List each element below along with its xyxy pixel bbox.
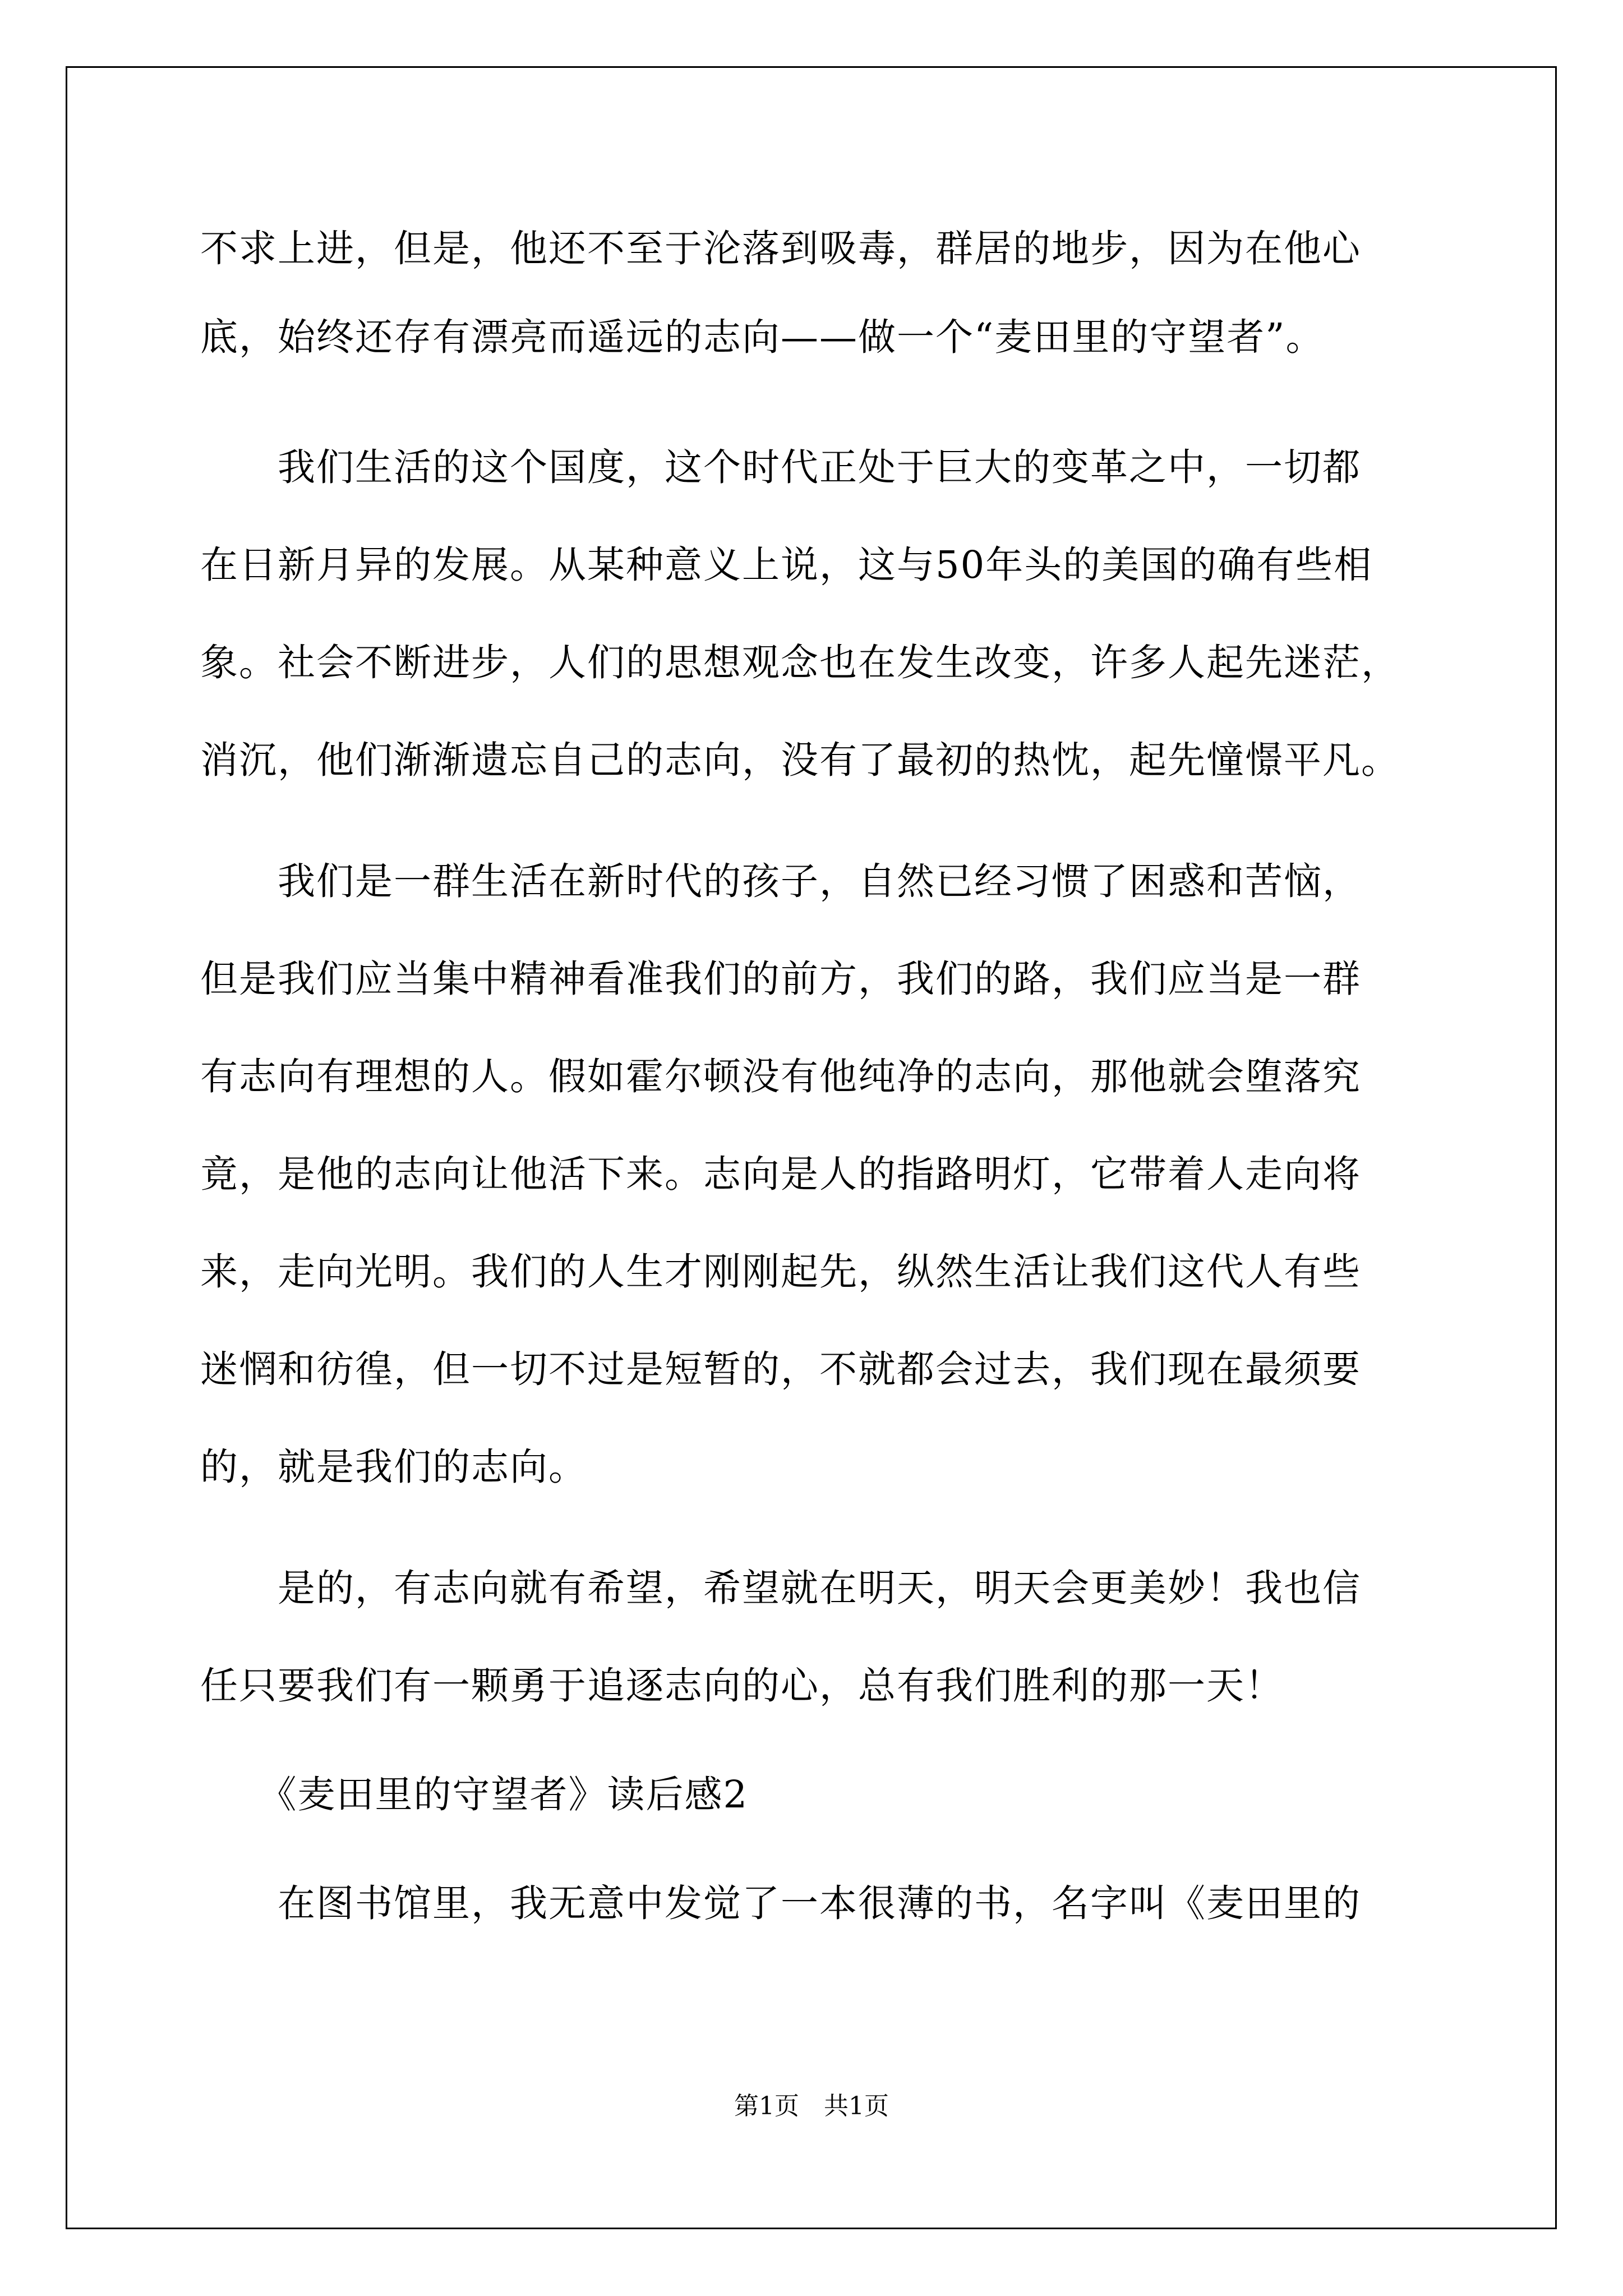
- text-line-14: 是的，有志向就有希望，希望就在明天，明天会更美妙！我也信: [200, 1566, 1361, 1610]
- text-line-1: 不求上进，但是，他还不至于沦落到吸毒，群居的地步，因为在他心: [200, 227, 1361, 270]
- text-line-17: 在图书馆里，我无意中发觉了一本很薄的书，名字叫《麦田里的: [200, 1881, 1361, 1925]
- text-line-11: 来，走向光明。我们的人生才刚刚起先，纵然生活让我们这代人有些: [200, 1250, 1361, 1294]
- text-line-5: 象。社会不断进步，人们的思想观念也在发生改变，许多人起先迷茫，: [200, 641, 1400, 684]
- text-line-15: 任只要我们有一颗勇于追逐志向的心，总有我们胜利的那一天！: [200, 1664, 1284, 1708]
- text-line-7: 我们是一群生活在新时代的孩子，自然已经习惯了困惑和苦恼，: [200, 859, 1361, 903]
- text-line-3: 我们生活的这个国度，这个时代正处于巨大的变革之中，一切都: [200, 445, 1361, 489]
- text-line-2: 底，始终还存有漂亮而遥远的志向——做一个“麦田里的守望者”。: [200, 315, 1325, 359]
- text-line-8: 但是我们应当集中精神看准我们的前方，我们的路，我们应当是一群: [200, 957, 1361, 1001]
- text-line-4: 在日新月异的发展。从某种意义上说，这与50年头的美国的确有些相: [200, 543, 1373, 587]
- text-line-9: 有志向有理想的人。假如霍尔顿没有他纯净的志向，那他就会堕落究: [200, 1055, 1361, 1098]
- text-line-10: 竟，是他的志向让他活下来。志向是人的指路明灯，它带着人走向将: [200, 1152, 1361, 1196]
- text-line-12: 迷惘和彷徨，但一切不过是短暂的，不就都会过去，我们现在最须要: [200, 1347, 1361, 1391]
- section-heading: 《麦田里的守望者》读后感2: [200, 1773, 749, 1816]
- text-line-6: 消沉，他们渐渐遗忘自己的志向，没有了最初的热忱，起先憧憬平凡。: [200, 738, 1400, 782]
- text-line-13: 的，就是我们的志向。: [200, 1445, 587, 1489]
- page-footer: 第1页 共1页: [734, 2092, 889, 2120]
